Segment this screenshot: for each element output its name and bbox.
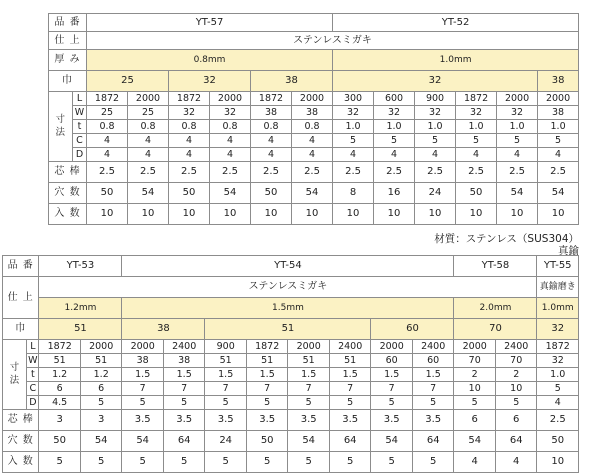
t1-cell: 50 bbox=[251, 183, 292, 204]
t2-cell: 60 bbox=[412, 354, 454, 368]
t1-cell: 25 bbox=[87, 106, 128, 120]
t2-cell: 51 bbox=[329, 354, 371, 368]
t1-cell: 32 bbox=[497, 106, 538, 120]
t2-cell: 2400 bbox=[163, 340, 205, 354]
t2-cell: 2000 bbox=[80, 340, 122, 354]
t1-cell: 1.0 bbox=[538, 120, 579, 134]
t2-label-sunpo bbox=[3, 340, 27, 410]
t1-cell: 50 bbox=[456, 183, 497, 204]
t1-cell: 4 bbox=[456, 148, 497, 162]
t2-cell: 3.5 bbox=[412, 410, 454, 431]
t1-cell: 1872 bbox=[87, 92, 128, 106]
t2-row-finish bbox=[3, 277, 579, 298]
t1-cell: 38 bbox=[538, 106, 579, 120]
t2-cell: 6 bbox=[39, 382, 81, 396]
t2-cell: 5 bbox=[39, 452, 81, 473]
t2-cell: 5 bbox=[205, 396, 247, 410]
t1-cell: 1.0 bbox=[333, 120, 374, 134]
t1-label-irisuu: 入 数 bbox=[49, 204, 87, 225]
t2-cell: 5 bbox=[329, 452, 371, 473]
t2-cell: 3.5 bbox=[122, 410, 164, 431]
t2-cell: 10 bbox=[454, 382, 496, 396]
t1-cell: 10 bbox=[251, 204, 292, 225]
t1-cell: 4 bbox=[87, 134, 128, 148]
t1-label-anasuu: 穴 数 bbox=[49, 183, 87, 204]
t2-cell: 5 bbox=[205, 452, 247, 473]
t1-cell: 0.8 bbox=[128, 120, 169, 134]
t2-cell: 5 bbox=[288, 396, 330, 410]
t1-row-D bbox=[49, 148, 579, 162]
t1-cell: 2000 bbox=[538, 92, 579, 106]
t1-dim-W: W bbox=[73, 106, 87, 120]
t2-cell: 5 bbox=[246, 396, 288, 410]
t1-cell: 32 bbox=[415, 106, 456, 120]
t1-cell: 0.8 bbox=[210, 120, 251, 134]
t2-label-hinban: 品 番 bbox=[3, 256, 39, 277]
t2-cell: 3.5 bbox=[163, 410, 205, 431]
t2-cell: 7 bbox=[246, 382, 288, 396]
t1-width-25: 25 bbox=[87, 71, 169, 92]
t2-sunpo-text: 寸 法 bbox=[9, 362, 21, 386]
t2-cell: 51 bbox=[80, 354, 122, 368]
t2-cell: 54 bbox=[371, 431, 413, 452]
t2-cell: 7 bbox=[412, 382, 454, 396]
t1-cell: 4 bbox=[128, 134, 169, 148]
t1-cell: 2.5 bbox=[292, 162, 333, 183]
t2-thickness-15: 1.5mm bbox=[122, 298, 454, 319]
t2-row-irisuu bbox=[3, 452, 579, 473]
t1-cell: 10 bbox=[415, 204, 456, 225]
brass-note: 真鍮 bbox=[558, 245, 579, 257]
t1-row-t bbox=[49, 120, 579, 134]
t1-product-yt57: YT-57 bbox=[87, 14, 333, 32]
t2-cell: 5 bbox=[122, 396, 164, 410]
t1-dim-C: C bbox=[73, 134, 87, 148]
t1-cell: 5 bbox=[456, 134, 497, 148]
t2-cell: 70 bbox=[454, 354, 496, 368]
t2-row-D bbox=[3, 396, 579, 410]
t2-thickness-20: 2.0mm bbox=[454, 298, 537, 319]
t1-cell: 300 bbox=[333, 92, 374, 106]
t2-cell: 2 bbox=[495, 368, 537, 382]
t1-dim-t: t bbox=[73, 120, 87, 134]
t1-cell: 4 bbox=[251, 134, 292, 148]
t2-width-32: 32 bbox=[537, 319, 579, 340]
t2-row-t bbox=[3, 368, 579, 382]
t2-cell: 5 bbox=[371, 396, 413, 410]
t1-cell: 0.8 bbox=[251, 120, 292, 134]
t2-cell: 54 bbox=[288, 431, 330, 452]
t2-finish-brass: 真鍮磨き bbox=[537, 277, 579, 298]
t1-cell: 1872 bbox=[169, 92, 210, 106]
t2-cell: 54 bbox=[80, 431, 122, 452]
spec-table-2 bbox=[2, 255, 579, 473]
t1-cell: 2.5 bbox=[415, 162, 456, 183]
t2-cell: 70 bbox=[495, 354, 537, 368]
t1-cell: 1872 bbox=[251, 92, 292, 106]
t1-cell: 2000 bbox=[292, 92, 333, 106]
t2-cell: 4.5 bbox=[39, 396, 81, 410]
t1-cell: 4 bbox=[292, 148, 333, 162]
t2-cell: 54 bbox=[454, 431, 496, 452]
t1-cell: 8 bbox=[333, 183, 374, 204]
t2-cell: 1872 bbox=[537, 340, 579, 354]
t2-cell: 7 bbox=[163, 382, 205, 396]
t2-cell: 1.5 bbox=[288, 368, 330, 382]
material-note: 材質：ステンレス（SUS304） bbox=[434, 233, 579, 245]
t2-cell: 3.5 bbox=[371, 410, 413, 431]
t1-cell: 1.0 bbox=[415, 120, 456, 134]
t1-cell: 4 bbox=[210, 134, 251, 148]
t2-cell: 6 bbox=[80, 382, 122, 396]
t1-sunpo-text: 寸 法 bbox=[55, 114, 67, 138]
t1-cell: 2.5 bbox=[169, 162, 210, 183]
t1-cell: 16 bbox=[374, 183, 415, 204]
t2-cell: 900 bbox=[205, 340, 247, 354]
t2-cell: 3.5 bbox=[288, 410, 330, 431]
t1-cell: 25 bbox=[128, 106, 169, 120]
t2-cell: 5 bbox=[454, 396, 496, 410]
t1-cell: 900 bbox=[415, 92, 456, 106]
t1-cell: 54 bbox=[210, 183, 251, 204]
t2-cell: 5 bbox=[80, 452, 122, 473]
t2-cell: 5 bbox=[537, 382, 579, 396]
t1-cell: 10 bbox=[292, 204, 333, 225]
t1-cell: 4 bbox=[415, 148, 456, 162]
t1-cell: 50 bbox=[169, 183, 210, 204]
t2-cell: 10 bbox=[495, 382, 537, 396]
t2-product-yt58: YT-58 bbox=[454, 256, 537, 277]
t1-cell: 4 bbox=[169, 134, 210, 148]
t2-row-W bbox=[3, 354, 579, 368]
t1-cell: 0.8 bbox=[87, 120, 128, 134]
t2-product-yt55: YT-55 bbox=[537, 256, 579, 277]
t2-cell: 1.5 bbox=[122, 368, 164, 382]
t1-cell: 4 bbox=[497, 148, 538, 162]
t2-cell: 5 bbox=[495, 396, 537, 410]
t2-cell: 4 bbox=[537, 396, 579, 410]
t1-row-L bbox=[49, 92, 579, 106]
t2-cell: 1.0 bbox=[537, 368, 579, 382]
t1-label-shinbou: 芯 棒 bbox=[49, 162, 87, 183]
t1-row-anasuu bbox=[49, 183, 579, 204]
t2-cell: 2 bbox=[454, 368, 496, 382]
t2-cell: 7 bbox=[288, 382, 330, 396]
t1-row-irisuu bbox=[49, 204, 579, 225]
t1-cell: 2000 bbox=[128, 92, 169, 106]
t2-cell: 5 bbox=[80, 396, 122, 410]
t2-label-anasuu: 穴 数 bbox=[3, 431, 39, 452]
t2-cell: 2400 bbox=[495, 340, 537, 354]
t2-cell: 5 bbox=[412, 396, 454, 410]
t2-cell: 51 bbox=[246, 354, 288, 368]
t2-cell: 3.5 bbox=[205, 410, 247, 431]
t2-cell: 38 bbox=[122, 354, 164, 368]
t2-finish-main: ステンレスミガキ bbox=[39, 277, 537, 298]
t2-cell: 1.5 bbox=[205, 368, 247, 382]
t1-cell: 10 bbox=[87, 204, 128, 225]
t1-cell: 54 bbox=[538, 183, 579, 204]
t1-cell: 2000 bbox=[210, 92, 251, 106]
t2-cell: 1.5 bbox=[329, 368, 371, 382]
t1-cell: 5 bbox=[538, 134, 579, 148]
t2-width-38: 38 bbox=[122, 319, 205, 340]
t1-cell: 2.5 bbox=[251, 162, 292, 183]
t1-cell: 10 bbox=[374, 204, 415, 225]
t2-cell: 3.5 bbox=[329, 410, 371, 431]
t2-cell: 3 bbox=[80, 410, 122, 431]
t2-cell: 5 bbox=[122, 452, 164, 473]
t1-cell: 4 bbox=[374, 148, 415, 162]
t2-cell: 60 bbox=[371, 354, 413, 368]
t2-label-shiage: 仕 上 bbox=[3, 277, 39, 319]
t2-cell: 64 bbox=[412, 431, 454, 452]
t1-cell: 4 bbox=[210, 148, 251, 162]
t2-width-51b: 51 bbox=[205, 319, 371, 340]
t2-row-product bbox=[3, 256, 579, 277]
t1-cell: 4 bbox=[538, 148, 579, 162]
t1-label-haba: 巾 bbox=[49, 71, 87, 92]
t2-cell: 3 bbox=[39, 410, 81, 431]
t2-width-70: 70 bbox=[454, 319, 537, 340]
t1-cell: 2.5 bbox=[87, 162, 128, 183]
t2-row-thickness bbox=[3, 298, 579, 319]
t2-cell: 5 bbox=[288, 452, 330, 473]
t2-cell: 51 bbox=[288, 354, 330, 368]
t1-cell: 32 bbox=[169, 106, 210, 120]
t1-label-atsumi: 厚 み bbox=[49, 50, 87, 71]
t2-cell: 51 bbox=[39, 354, 81, 368]
t1-thickness-08: 0.8mm bbox=[87, 50, 333, 71]
t2-cell: 64 bbox=[163, 431, 205, 452]
t1-row-finish bbox=[49, 32, 579, 50]
t1-cell: 10 bbox=[128, 204, 169, 225]
t2-cell: 1.5 bbox=[412, 368, 454, 382]
t1-cell: 10 bbox=[497, 204, 538, 225]
t1-cell: 2.5 bbox=[333, 162, 374, 183]
t2-cell: 4 bbox=[454, 452, 496, 473]
t1-cell: 600 bbox=[374, 92, 415, 106]
t2-cell: 7 bbox=[205, 382, 247, 396]
t1-cell: 1872 bbox=[456, 92, 497, 106]
t1-cell: 2.5 bbox=[210, 162, 251, 183]
t2-cell: 51 bbox=[205, 354, 247, 368]
t1-cell: 10 bbox=[169, 204, 210, 225]
t2-cell: 7 bbox=[329, 382, 371, 396]
t1-product-yt52: YT-52 bbox=[333, 14, 579, 32]
t1-cell: 32 bbox=[210, 106, 251, 120]
t2-cell: 2400 bbox=[412, 340, 454, 354]
t2-cell: 50 bbox=[246, 431, 288, 452]
t1-cell: 4 bbox=[169, 148, 210, 162]
t2-dim-L: L bbox=[27, 340, 39, 354]
t2-cell: 10 bbox=[537, 452, 579, 473]
t2-cell: 32 bbox=[537, 354, 579, 368]
t2-cell: 38 bbox=[163, 354, 205, 368]
t2-cell: 1.2 bbox=[80, 368, 122, 382]
t1-label-sunpo bbox=[49, 92, 73, 162]
t2-label-irisuu: 入 数 bbox=[3, 452, 39, 473]
t1-cell: 54 bbox=[128, 183, 169, 204]
t1-cell: 4 bbox=[333, 148, 374, 162]
t2-thickness-10: 1.0mm bbox=[537, 298, 579, 319]
t1-cell: 32 bbox=[333, 106, 374, 120]
t2-row-anasuu bbox=[3, 431, 579, 452]
t1-label-hinban: 品 番 bbox=[49, 14, 87, 32]
t1-cell: 0.8 bbox=[169, 120, 210, 134]
t1-cell: 38 bbox=[251, 106, 292, 120]
t2-cell: 64 bbox=[329, 431, 371, 452]
t2-cell: 7 bbox=[122, 382, 164, 396]
t1-cell: 10 bbox=[456, 204, 497, 225]
t2-row-width bbox=[3, 319, 579, 340]
t1-row-thickness bbox=[49, 50, 579, 71]
t1-cell: 10 bbox=[538, 204, 579, 225]
t1-cell: 32 bbox=[374, 106, 415, 120]
t1-cell: 2000 bbox=[497, 92, 538, 106]
t1-cell: 2.5 bbox=[374, 162, 415, 183]
t1-cell: 2.5 bbox=[538, 162, 579, 183]
t1-cell: 4 bbox=[292, 134, 333, 148]
t2-cell: 5 bbox=[412, 452, 454, 473]
t1-dim-L: L bbox=[73, 92, 87, 106]
t2-cell: 1.5 bbox=[163, 368, 205, 382]
t2-cell: 2400 bbox=[329, 340, 371, 354]
t1-cell: 0.8 bbox=[292, 120, 333, 134]
t1-thickness-10: 1.0mm bbox=[333, 50, 579, 71]
t1-cell: 32 bbox=[456, 106, 497, 120]
t1-row-C bbox=[49, 134, 579, 148]
t2-cell: 6 bbox=[454, 410, 496, 431]
t2-product-yt53: YT-53 bbox=[39, 256, 122, 277]
t1-cell: 5 bbox=[415, 134, 456, 148]
t2-product-yt54: YT-54 bbox=[122, 256, 454, 277]
t2-cell: 3.5 bbox=[246, 410, 288, 431]
t2-cell: 5 bbox=[371, 452, 413, 473]
t1-label-shiage: 仕 上 bbox=[49, 32, 87, 50]
t1-cell: 2.5 bbox=[128, 162, 169, 183]
t1-cell: 1.0 bbox=[374, 120, 415, 134]
t2-label-shinbou: 芯 棒 bbox=[3, 410, 39, 431]
t2-cell: 1.5 bbox=[246, 368, 288, 382]
t1-cell: 1.0 bbox=[456, 120, 497, 134]
t2-cell: 6 bbox=[495, 410, 537, 431]
t1-width-32b: 32 bbox=[333, 71, 538, 92]
t2-cell: 50 bbox=[39, 431, 81, 452]
t2-cell: 2000 bbox=[371, 340, 413, 354]
t2-cell: 1872 bbox=[39, 340, 81, 354]
t2-dim-t: t bbox=[27, 368, 39, 382]
t1-width-32: 32 bbox=[169, 71, 251, 92]
t1-cell: 38 bbox=[292, 106, 333, 120]
t1-row-shinbou bbox=[49, 162, 579, 183]
t1-finish: ステンレスミガキ bbox=[87, 32, 579, 50]
t1-cell: 4 bbox=[87, 148, 128, 162]
t2-cell: 4 bbox=[495, 452, 537, 473]
t1-row-width bbox=[49, 71, 579, 92]
t2-row-C bbox=[3, 382, 579, 396]
t1-cell: 54 bbox=[497, 183, 538, 204]
t2-cell: 64 bbox=[495, 431, 537, 452]
t1-row-W bbox=[49, 106, 579, 120]
t2-cell: 5 bbox=[246, 452, 288, 473]
t2-dim-W: W bbox=[28, 354, 38, 366]
t2-cell: 1.5 bbox=[371, 368, 413, 382]
t2-cell: 1872 bbox=[246, 340, 288, 354]
t2-dim-D: D bbox=[27, 396, 39, 410]
t1-cell: 10 bbox=[210, 204, 251, 225]
t2-cell: 2000 bbox=[122, 340, 164, 354]
t1-cell: 1.0 bbox=[497, 120, 538, 134]
t1-width-38: 38 bbox=[251, 71, 333, 92]
spec-table-1 bbox=[48, 13, 579, 225]
t2-width-60: 60 bbox=[371, 319, 454, 340]
t1-cell: 24 bbox=[415, 183, 456, 204]
t1-cell: 4 bbox=[251, 148, 292, 162]
t1-dim-D: D bbox=[73, 148, 87, 162]
t2-label-haba: 巾 bbox=[3, 319, 39, 340]
t2-cell: 5 bbox=[163, 396, 205, 410]
t2-cell: 24 bbox=[205, 431, 247, 452]
t1-cell: 10 bbox=[333, 204, 374, 225]
t1-row-product bbox=[49, 14, 579, 32]
t1-cell: 5 bbox=[333, 134, 374, 148]
t2-cell: 5 bbox=[329, 396, 371, 410]
t2-cell: 5 bbox=[163, 452, 205, 473]
t2-row-shinbou bbox=[3, 410, 579, 431]
t2-cell: 2000 bbox=[288, 340, 330, 354]
t1-width-38b: 38 bbox=[538, 71, 579, 92]
t2-thickness-12: 1.2mm bbox=[39, 298, 122, 319]
t1-cell: 5 bbox=[374, 134, 415, 148]
t2-width-51: 51 bbox=[39, 319, 122, 340]
t2-row-L bbox=[3, 340, 579, 354]
t2-cell: 2.5 bbox=[537, 410, 579, 431]
t2-cell: 50 bbox=[537, 431, 579, 452]
t2-cell: 54 bbox=[122, 431, 164, 452]
t1-cell: 54 bbox=[292, 183, 333, 204]
t1-cell: 50 bbox=[87, 183, 128, 204]
t2-dim-C: C bbox=[27, 382, 39, 396]
t1-cell: 5 bbox=[497, 134, 538, 148]
t1-cell: 4 bbox=[128, 148, 169, 162]
t1-cell: 2.5 bbox=[497, 162, 538, 183]
t1-cell: 2.5 bbox=[456, 162, 497, 183]
t2-cell: 2000 bbox=[454, 340, 496, 354]
t2-cell: 7 bbox=[371, 382, 413, 396]
t2-cell: 1.2 bbox=[39, 368, 81, 382]
